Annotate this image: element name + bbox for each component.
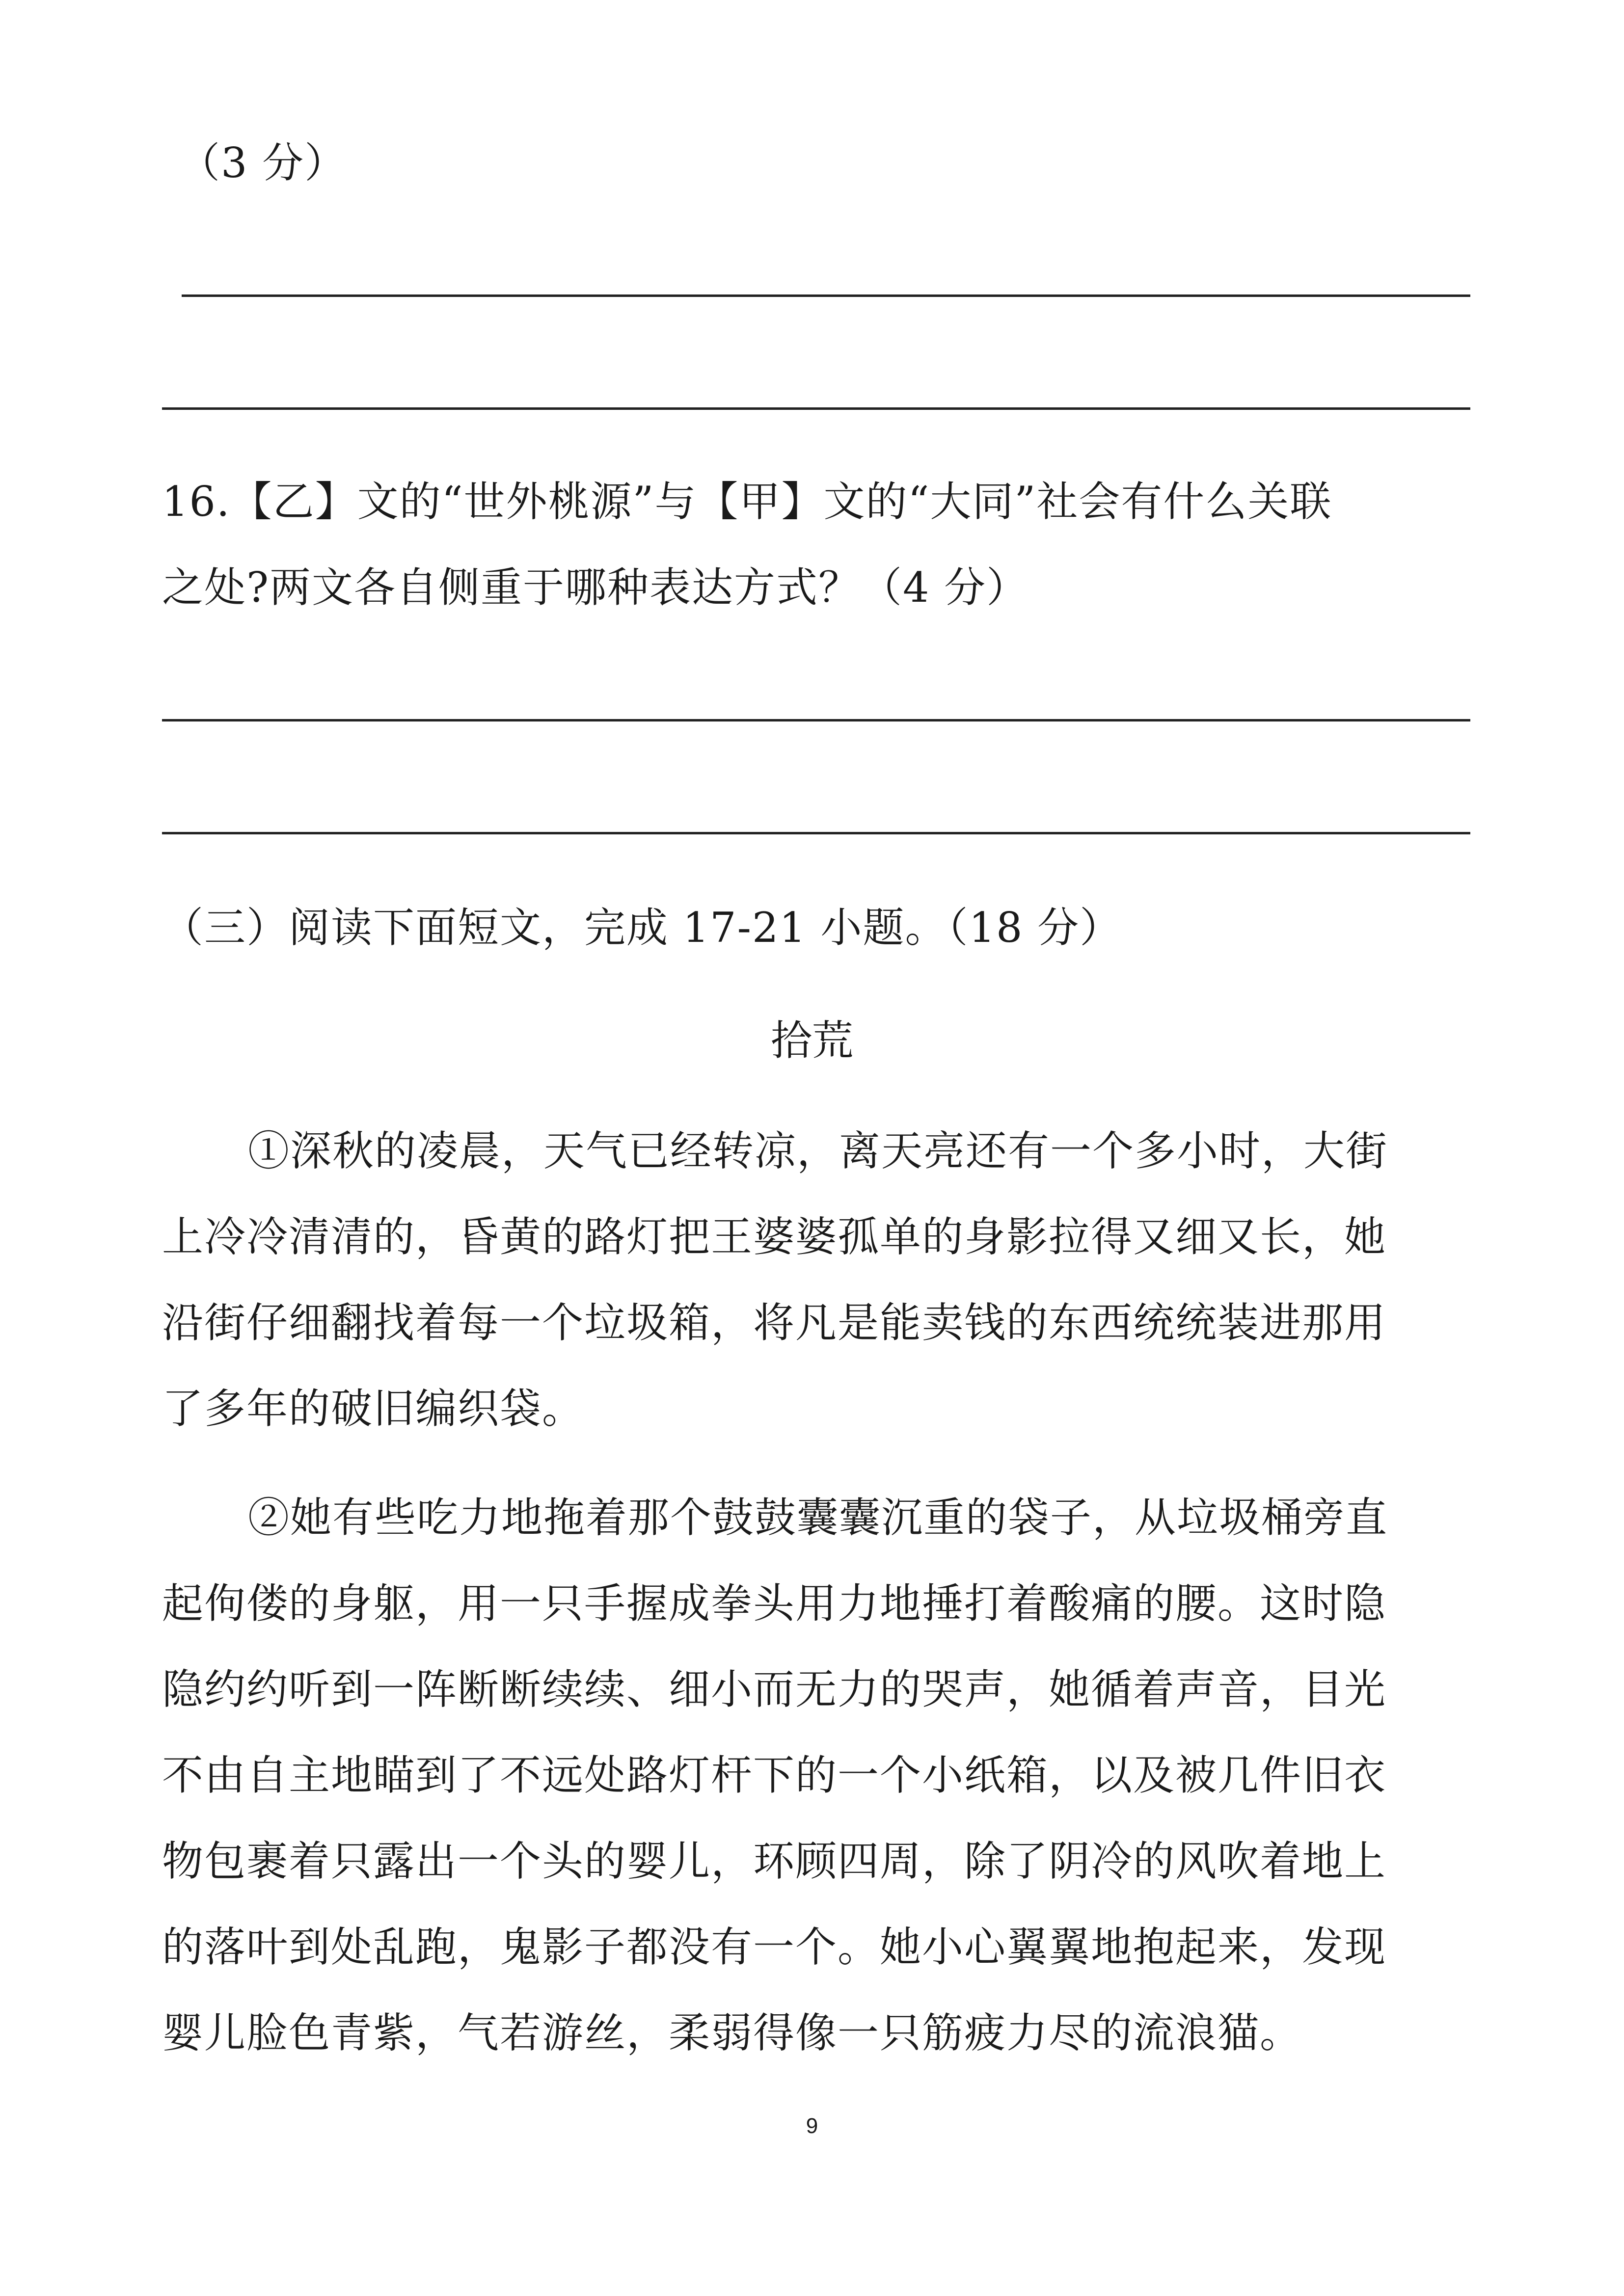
- paragraph-1-line-4: 了多年的破旧编织袋。: [162, 1385, 585, 1433]
- paragraph-2-line-7: 婴儿脸色青紫，气若游丝，柔弱得像一只筋疲力尽的流浪猫。: [162, 2009, 1302, 2057]
- answer-line-1[interactable]: [182, 294, 1470, 297]
- answer-line-2[interactable]: [162, 407, 1470, 410]
- answer-line-3[interactable]: [162, 719, 1470, 721]
- paragraph-2-line-5: 物包裹着只露出一个头的婴儿，环顾四周，除了阴冷的风吹着地上: [162, 1837, 1387, 1885]
- paragraph-1-line-1: ①深秋的凌晨，天气已经转凉，离天亮还有一个多小时，大街: [248, 1127, 1388, 1175]
- question-16-line-1: 16.【乙】文的“世外桃源”与【甲】文的“大同”社会有什么关联: [162, 478, 1332, 526]
- question-16-line-2: 之处?两文各自侧重于哪种表达方式？（4 分）: [162, 563, 1029, 612]
- paragraph-2-line-4: 不由自主地瞄到了不远处路灯杆下的一个小纸箱，以及被几件旧衣: [162, 1751, 1387, 1799]
- paragraph-2-line-6: 的落叶到处乱跑，鬼影子都没有一个。她小心翼翼地抱起来，发现: [162, 1923, 1387, 1971]
- paragraph-1-line-2: 上冷冷清清的，昏黄的路灯把王婆婆孤单的身影拉得又细又长，她: [162, 1213, 1387, 1261]
- paragraph-2-line-2: 起佝偻的身躯，用一只手握成拳头用力地捶打着酸痛的腰。这时隐: [162, 1579, 1387, 1628]
- paragraph-1-line-3: 沿街仔细翻找着每一个垃圾箱，将凡是能卖钱的东西统统装进那用: [162, 1299, 1387, 1347]
- paragraph-2-line-3: 隐约约听到一阵断断续续、细小而无力的哭声，她循着声音，目光: [162, 1665, 1387, 1713]
- previous-question-score: （3 分）: [179, 139, 347, 187]
- story-title: 拾荒: [770, 1016, 853, 1065]
- page-number: 9: [806, 2114, 818, 2138]
- section-3-instruction: （三）阅读下面短文，完成 17-21 小题。（18 分）: [162, 904, 1122, 952]
- answer-line-4[interactable]: [162, 832, 1470, 834]
- paragraph-2-line-1: ②她有些吃力地拖着那个鼓鼓囊囊沉重的袋子，从垃圾桶旁直: [248, 1494, 1388, 1542]
